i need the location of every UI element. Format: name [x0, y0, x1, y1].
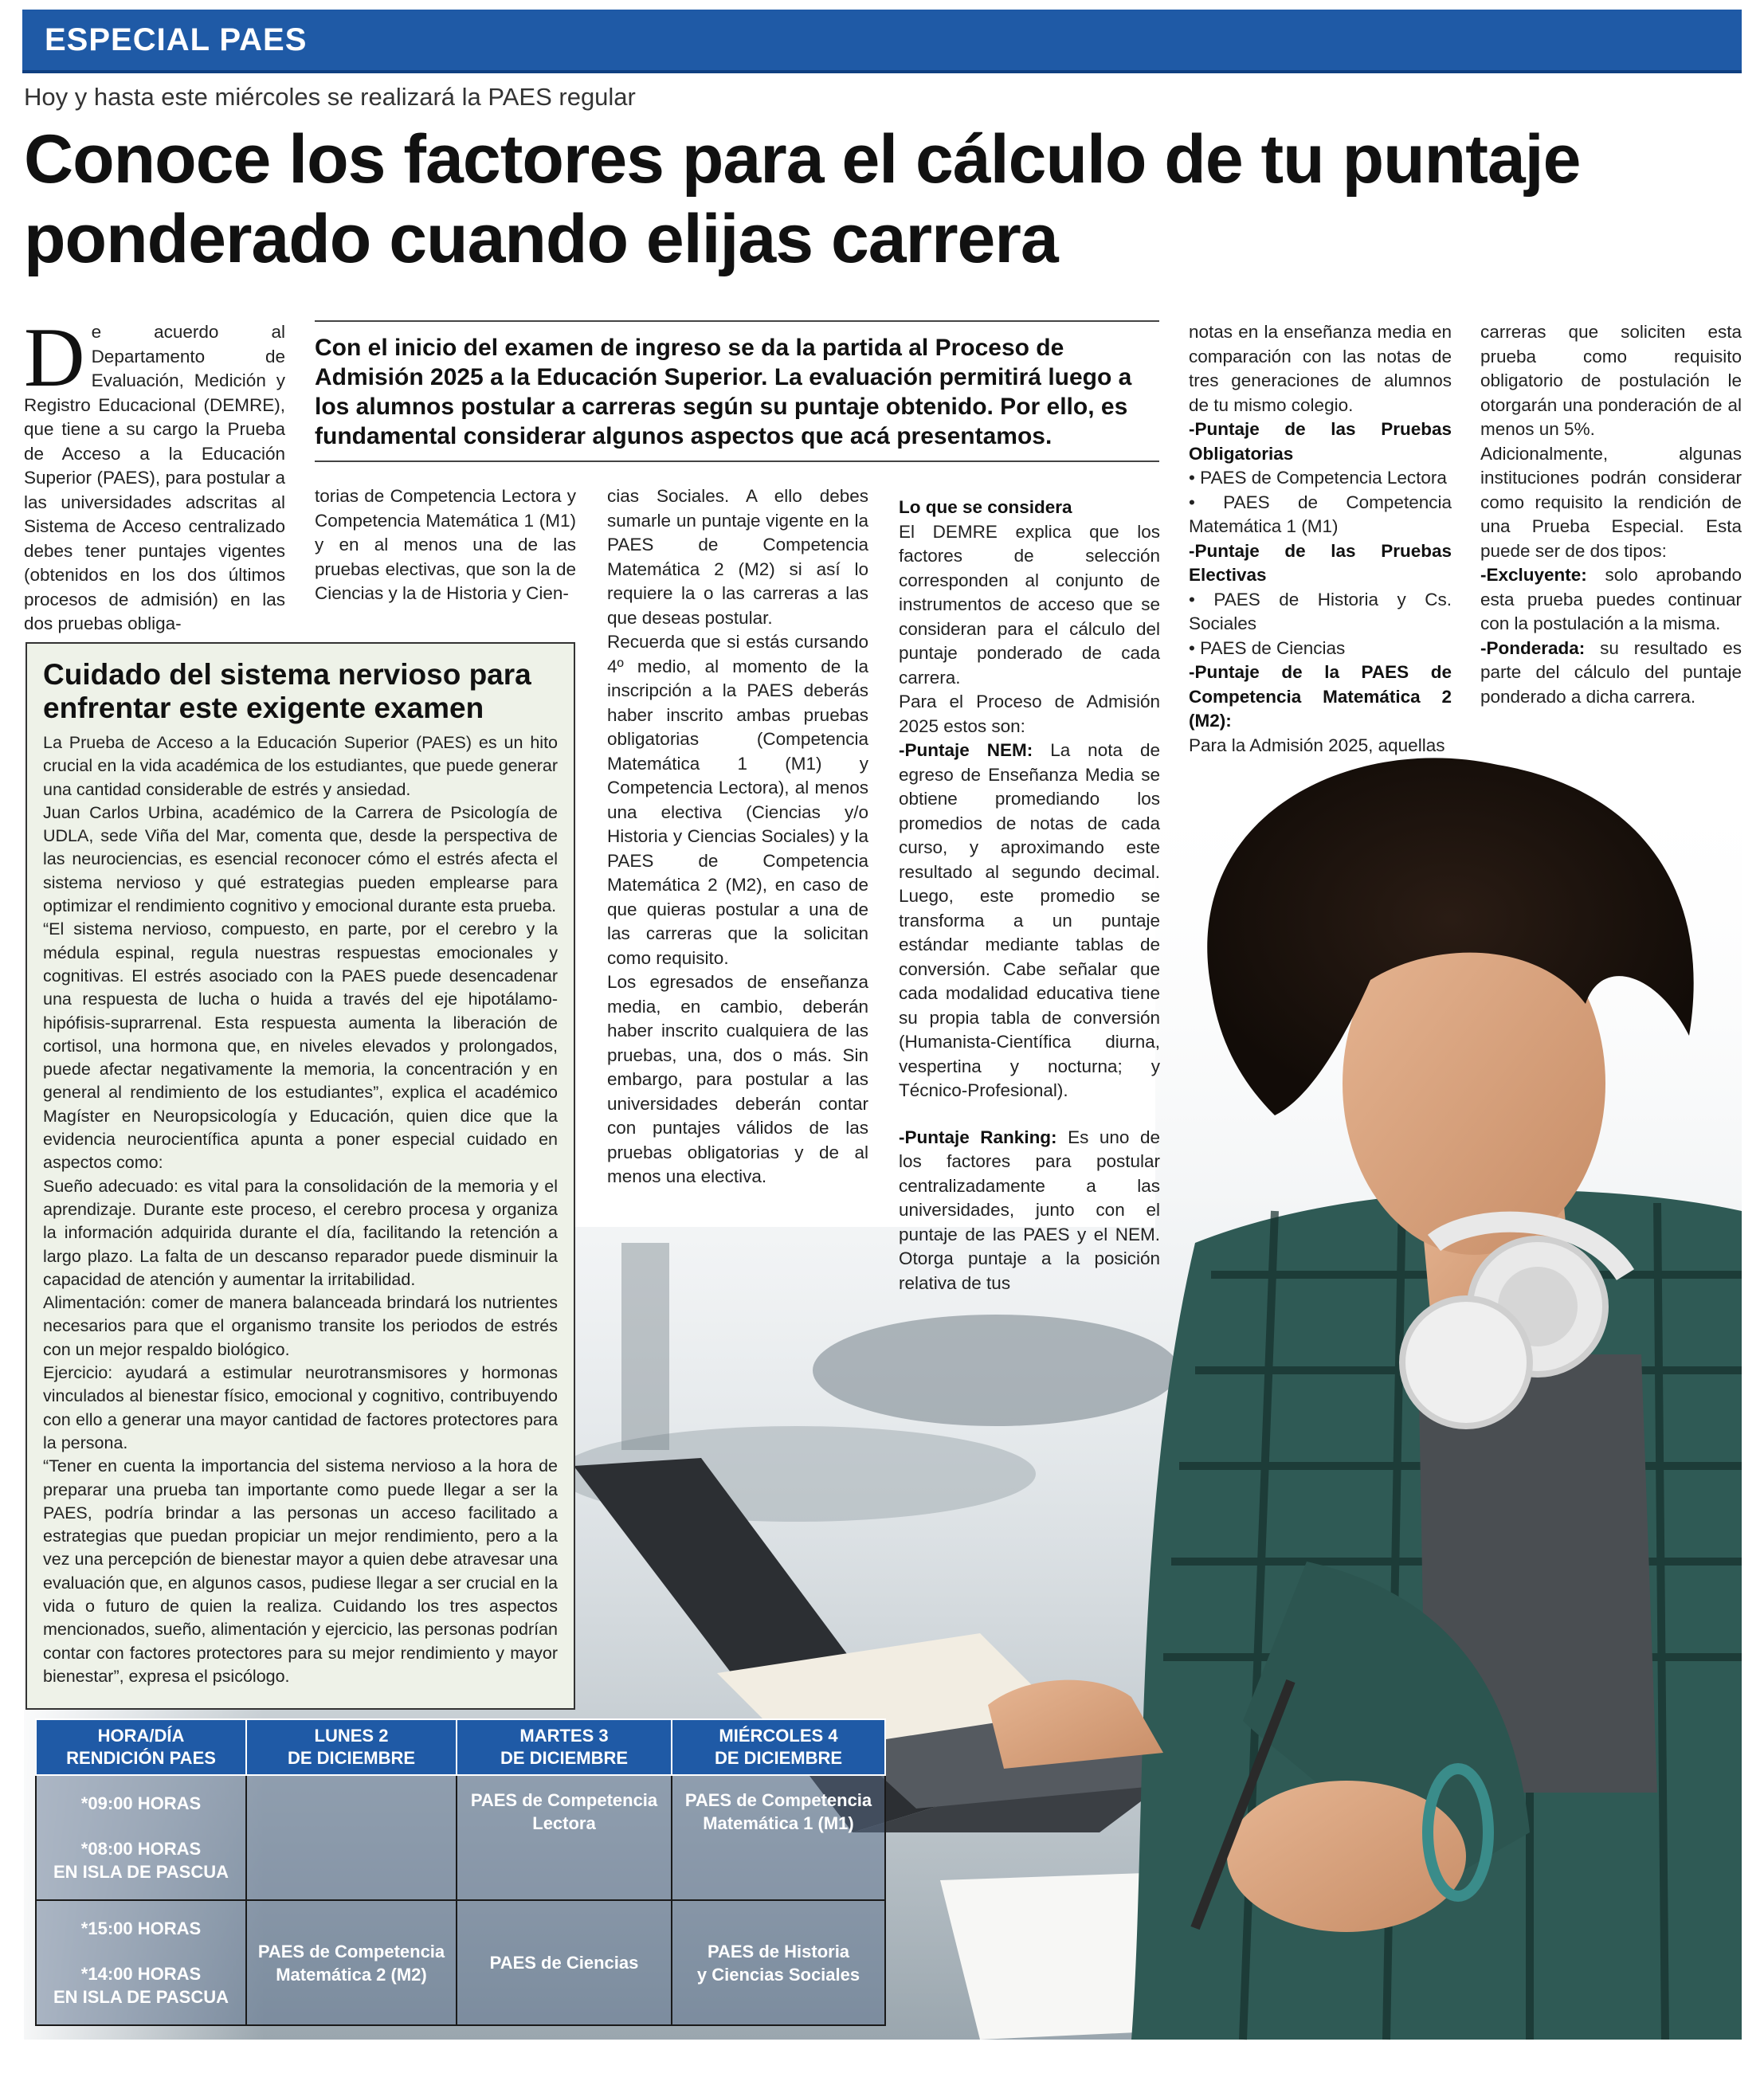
- nem-label: -Puntaje NEM:: [899, 740, 1033, 760]
- subhead-lo-que-se-considera: Lo que se considera: [899, 497, 1072, 517]
- column-2-text: torias de Competencia Lectora y Competencia Matemática 1 (M1) y en al menos una de las pruebas electivas, que son la de Ciencias y la de Historia y Cien-: [315, 486, 576, 603]
- ranking-text: Es uno de los factores para postular centralizadamente a las universidades, junto con el puntaje de las PAES y el NEM. Otorga puntaje a la posición relativa de tus: [899, 1127, 1160, 1293]
- sidebar-box: [25, 642, 575, 1710]
- electivas-item: • PAES de Ciencias: [1189, 637, 1346, 658]
- time-label: EN ISLA DE PASCUA: [53, 1987, 229, 2007]
- exam-name: PAES de Competencia: [470, 1790, 658, 1810]
- excluyente-text: solo aprobando esta prueba puedes continuar con la postulación a la misma.: [1480, 565, 1742, 633]
- section-band-label: ESPECIAL PAES: [45, 22, 308, 57]
- sidebar-paragraph: “Tener en cuenta la importancia del sistema nervioso a la hora de preparar una prueba tan importante como puede llegar a ser la PAES, podría brindar a las personas un acceso facilitado a estrategias que puedan propiciar un mejor rendimiento, pero a la vez una percepción de bienestar mayor a quien debe atravesar una evaluación que, en algunos casos, pudiese llegar a ser crucial en la vida o futuro de quien la realiza. Cuidando los tres aspectos mencionados, sueño, alimentación y ejercicio, las personas podrían contar con factores protectores para su mejor rendimiento y mayor bienestar”, expresa el psicólogo.: [43, 1456, 558, 1686]
- column-1-text: e acuerdo al Departamento de Evaluación, Medición y Registro Educacional (DEMRE), que tiene a su cargo la Prueba de Acceso a la Educación Superior (PAES), para postular a las universidades adscritas al Sistema de Acceso centralizado debes tener puntajes vigentes (obtenidos en los dos últimos procesos de admisión) en las dos pruebas obliga-: [24, 322, 285, 633]
- sidebar-paragraph: Ejercicio: ayudará a estimular neurotransmisores y hormonas vinculados al bienestar físico, emocional y cognitivo, contribuyendo con ello a generar una mayor cantidad de factores protectores para la persona.: [43, 1363, 558, 1452]
- header-line: LUNES 2: [314, 1726, 389, 1746]
- schedule-cell-miercoles-pm: [672, 1900, 885, 2025]
- column-4-paragraph: Para el Proceso de Admisión 2025 estos son:: [899, 692, 1160, 736]
- schedule-row-afternoon: [36, 1900, 885, 2025]
- schedule-header-martes: [457, 1719, 672, 1775]
- excluyente-paragraph: [1480, 563, 1742, 637]
- section-band: [22, 10, 1742, 73]
- schedule-header-row: [36, 1719, 885, 1775]
- column-6-paragraph: Adicionalmente, algunas instituciones podrán considerar como requisito la rendición de una Prueba Especial. Esta puede ser de dos tipos:: [1480, 443, 1742, 561]
- column-3-paragraph: cias Sociales. A ello debes sumarle un puntaje vigente en la PAES de Competencia Matemática 2 (M2) si así lo requiere la o las carreras a las que deseas postular.: [607, 486, 868, 628]
- exam-name: PAES de Competencia: [257, 1941, 445, 1961]
- sidebar-paragraph: La Prueba de Acceso a la Educación Superior (PAES) es un hito crucial en la vida académica de los estudiantes, que puede generar una cantidad considerable de estrés y ansiedad.: [43, 733, 558, 799]
- ranking-label: -Puntaje Ranking:: [899, 1127, 1057, 1147]
- header-line: DE DICIEMBRE: [714, 1748, 843, 1768]
- kicker: Hoy y hasta este miércoles se realizará la PAES regular: [24, 83, 636, 111]
- drop-cap: D: [24, 311, 85, 404]
- body-column-1: [24, 311, 285, 637]
- ponderada-paragraph: [1480, 637, 1742, 710]
- column-5-intro: notas en la enseñanza media en comparación con las notas de tres generaciones de alumnos de tu mismo colegio.: [1189, 322, 1452, 415]
- m2-text: Para la Admisión 2025, aquellas: [1189, 735, 1445, 755]
- column-4-paragraph: El DEMRE explica que los factores de selección corresponden al conjunto de instrumentos de acceso que se consideran para el cálculo del puntaje ponderado de cada carrera.: [899, 521, 1160, 688]
- schedule-time-cell: [36, 1775, 246, 1900]
- body-column-5: [1189, 320, 1452, 758]
- headline: [24, 120, 1737, 279]
- sidebar-title: Cuidado del sistema nervioso para enfrentar este exigente examen: [43, 658, 531, 724]
- schedule-cell-miercoles-am: [672, 1775, 885, 1900]
- schedule-cell-martes-am: [457, 1775, 672, 1900]
- time-label: *15:00 HORAS: [80, 1918, 202, 1938]
- schedule-header-lunes: [246, 1719, 457, 1775]
- schedule-header-hora: [36, 1719, 246, 1775]
- obligatorias-item: • PAES de Competencia Matemática 1 (M1): [1189, 492, 1452, 536]
- exam-name: PAES de Historia: [707, 1941, 850, 1961]
- ranking-paragraph: [899, 1126, 1160, 1296]
- schedule-time-cell: [36, 1900, 246, 2025]
- schedule-cell-martes-pm: PAES de Ciencias: [457, 1900, 672, 2025]
- exam-name: Matemática 1 (M1): [703, 1813, 854, 1833]
- time-label: *09:00 HORAS: [80, 1793, 202, 1813]
- body-column-2: [315, 484, 576, 606]
- header-line: MARTES 3: [519, 1726, 609, 1746]
- schedule-cell-lunes-am: [246, 1775, 457, 1900]
- nem-text: La nota de egreso de Enseñanza Media se obtiene promediando los promedios de notas de cada curso, y aproximando este resultado al segundo decimal. Luego, este promedio se transforma a un puntaje estándar mediante tablas de conversión. Cabe señalar que cada modalidad educativa tiene su propia tabla de conversión (Humanista-Científica diurna, vespertina y nocturna; y Técnico-Profesional).: [899, 740, 1160, 1100]
- electivas-label: -Puntaje de las Pruebas Electivas: [1189, 540, 1452, 585]
- column-6-paragraph: carreras que soliciten esta prueba como requisito obligatorio de postulación le otorgarán una ponderación de al menos un 5%.: [1480, 322, 1742, 439]
- time-label: *14:00 HORAS: [80, 1964, 202, 1984]
- header-line: MIÉRCOLES 4: [719, 1726, 838, 1746]
- time-label: EN ISLA DE PASCUA: [53, 1862, 229, 1882]
- excluyente-label: -Excluyente:: [1480, 565, 1587, 585]
- nem-paragraph: [899, 739, 1160, 1103]
- schedule-header-miercoles: [672, 1719, 885, 1775]
- ponderada-label: -Ponderada:: [1480, 637, 1586, 658]
- sidebar-paragraph: Juan Carlos Urbina, académico de la Carrera de Psicología de UDLA, sede Viña del Mar, comenta que, desde la perspectiva de las neurociencias, es esencial reconocer cómo el estrés afecta el sistema nervioso y qué estrategias pueden emplearse para optimizar el rendimiento cognitivo y emocional durante esta prueba.: [43, 802, 558, 916]
- body-column-4: [899, 496, 1160, 1295]
- time-label: *08:00 HORAS: [80, 1839, 202, 1859]
- header-line: DE DICIEMBRE: [287, 1748, 416, 1768]
- headline-line-2: ponderado cuando elijas carrera: [24, 201, 1058, 277]
- column-3-paragraph: Los egresados de enseñanza media, en cambio, deberán haber inscrito cualquiera de las pruebas, una, dos o más. Sin embargo, para postular a las universidades deberán contar con puntajes válidos de las pruebas obligatorias y de al menos una electiva.: [607, 972, 868, 1186]
- column-3-paragraph: Recuerda que si estás cursando 4º medio, al momento de la inscripción a la PAES deberás haber inscrito ambas pruebas obligatorias (Competencia Matemática 1 (M1) y Competencia Lectora), al menos una electiva (Ciencias y/o Historia y Ciencias Sociales) y la PAES de Competencia Matemática 2 (M2), en caso de que quieras postular a una de las carreras que la solicitan como requisito.: [607, 632, 868, 968]
- schedule-table: [35, 1718, 886, 2026]
- exam-name: PAES de Competencia: [684, 1790, 872, 1810]
- headline-line-1: Conoce los factores para el cálculo de tu puntaje: [24, 121, 1581, 198]
- schedule-cell-lunes-pm: [246, 1900, 457, 2025]
- sidebar-paragraph: “El sistema nervioso, compuesto, en parte, por el cerebro y la médula espinal, regula nuestras respuestas emocionales y cognitivas. El estrés asociado con la PAES puede desencadenar una respuesta de lucha o huida a través del eje hipotálamo-hipófisis-suprarrenal. Esta respuesta aumenta la liberación de cortisol, una hormona que, en niveles elevados y prolongados, puede afectar negativamente la memoria, la concentración y en general al rendimiento de los estudiantes”, explica el académico Magíster en Neuropsicología y Educación, quien dice que la evidencia neurocientífica apunta a poner especial cuidado en aspectos como:: [43, 919, 558, 1173]
- exam-name: Lectora: [532, 1813, 596, 1833]
- schedule-row-morning: [36, 1775, 885, 1900]
- body-column-3: [607, 484, 868, 1189]
- sidebar-paragraph: Alimentación: comer de manera balanceada brindará los nutrientes necesarios para que el organismo transite los periodos de estrés con un mejor respaldo biológico.: [43, 1293, 558, 1359]
- sidebar-text: [43, 731, 558, 1688]
- m2-label: -Puntaje de la PAES de Competencia Matemática 2 (M2):: [1189, 662, 1452, 731]
- exam-name: Matemática 2 (M2): [276, 1964, 427, 1985]
- sidebar-paragraph: Sueño adecuado: es vital para la consolidación de la memoria y el aprendizaje. Durante este proceso, el cerebro procesa y organiza la información adquirida durante el día, facilitando la retención a largo plazo. La falta de un descanso reparador puede disminuir la capacidad de atención y aumentar la irritabilidad.: [43, 1176, 558, 1289]
- header-line: RENDICIÓN PAES: [66, 1748, 216, 1768]
- body-column-6: [1480, 320, 1742, 709]
- exam-name: y Ciencias Sociales: [696, 1964, 860, 1985]
- electivas-item: • PAES de Historia y Cs. Sociales: [1189, 589, 1452, 633]
- obligatorias-label: -Puntaje de las Pruebas Obligatorias: [1189, 419, 1452, 464]
- obligatorias-item: • PAES de Competencia Lectora: [1189, 468, 1447, 488]
- ponderada-text: su resultado es parte del cálculo del puntaje ponderado a dicha carrera.: [1480, 637, 1742, 707]
- header-line: DE DICIEMBRE: [500, 1748, 629, 1768]
- lead-paragraph: Con el inicio del examen de ingreso se da la partida al Proceso de Admisión 2025 a la Educación Superior. La evaluación permitirá luego a los alumnos postular a carreras según su puntaje obtenido. Por ello, es fundamental considerar algunos aspectos que acá presentamos.: [315, 320, 1159, 462]
- header-line: HORA/DÍA: [97, 1726, 185, 1746]
